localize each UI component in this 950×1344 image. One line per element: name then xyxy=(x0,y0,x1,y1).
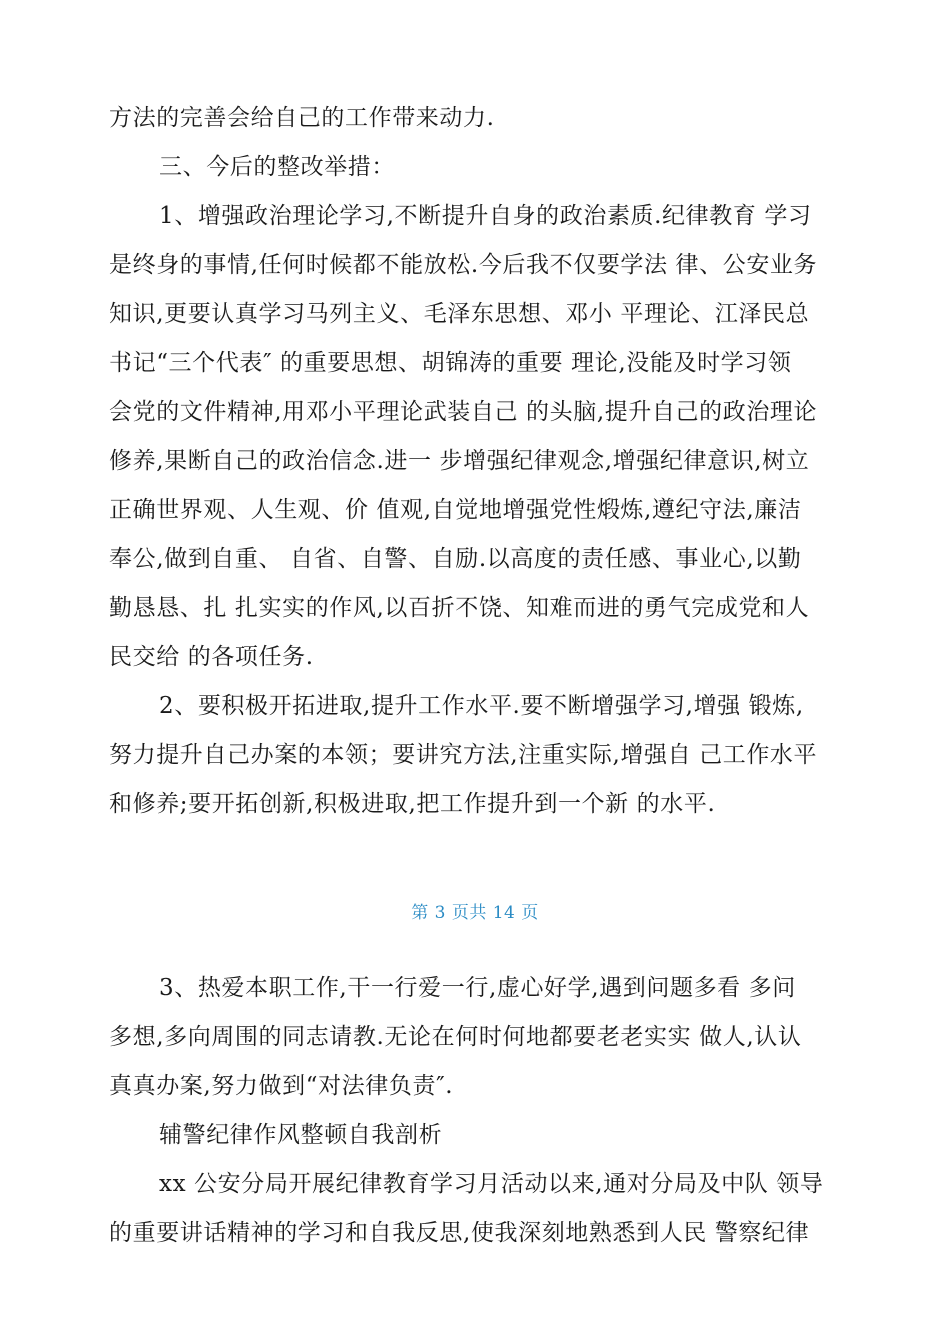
text-line: 真真办案,努力做到“对法律负责″. xyxy=(109,1073,454,1099)
upper-text-block xyxy=(109,94,844,829)
text-line: 努力提升自己办案的本领；要讲究方法,注重实际,增强自 己工作水平 xyxy=(109,742,818,768)
text-line: 会党的文件精神,用邓小平理论武装自己 的头脑,提升自己的政治理论 xyxy=(109,399,818,425)
text-line: 多想,多向周围的同志请教.无论在何时何地都要老老实实 做人,认认 xyxy=(109,1024,802,1050)
text-line: 2、要积极开拓进取,提升工作水平.要不断增强学习,增强 锻炼, xyxy=(159,693,804,719)
text-line: 1、增强政治理论学习,不断提升自身的政治素质.纪律教育 学习 xyxy=(159,203,812,229)
text-line: 正确世界观、人生观、价 值观,自觉地增强党性煅炼,遵纪守法,廉洁 xyxy=(109,497,802,523)
text-line: 是终身的事情,任何时候都不能放松.今后我不仅要学法 律、公安业务 xyxy=(109,252,818,278)
text-line: 方法的完善会给自己的工作带来动力. xyxy=(109,105,495,131)
text-line: 3、热爱本职工作,干一行爱一行,虚心好学,遇到问题多看 多问 xyxy=(159,975,796,1001)
lower-text-block xyxy=(109,964,844,1258)
text-line: 勤恳恳、扎 扎实实的作风,以百折不饶、知难而进的勇气完成党和人 xyxy=(109,595,810,621)
text-line: 书记“三个代表″ 的重要思想、胡锦涛的重要 理论,没能及时学习领 xyxy=(109,350,792,376)
text-line: 民交给 的各项任务. xyxy=(109,644,314,670)
text-line: 奉公,做到自重、 自省、自警、自励.以高度的责任感、事业心,以勤 xyxy=(109,546,802,572)
text-line: 修养,果断自己的政治信念.进一 步增强纪律观念,增强纪律意识,树立 xyxy=(109,448,810,474)
section-heading: 三、今后的整改举措： xyxy=(159,154,395,180)
text-line: xx 公安分局开展纪律教育学习月活动以来,通对分局及中队 领导 xyxy=(159,1171,824,1197)
page-number-footer: 第 3 页共 14 页 xyxy=(411,903,539,923)
text-line: 知识,更要认真学习马列主义、毛泽东思想、邓小 平理论、江泽民总 xyxy=(109,301,810,327)
section-title: 辅警纪律作风整顿自我剖析 xyxy=(159,1122,443,1148)
text-line: 和修养;要开拓创新,积极进取,把工作提升到一个新 的水平. xyxy=(109,791,716,817)
text-line: 的重要讲话精神的学习和自我反思,使我深刻地熟悉到人民 警察纪律 xyxy=(109,1220,810,1246)
